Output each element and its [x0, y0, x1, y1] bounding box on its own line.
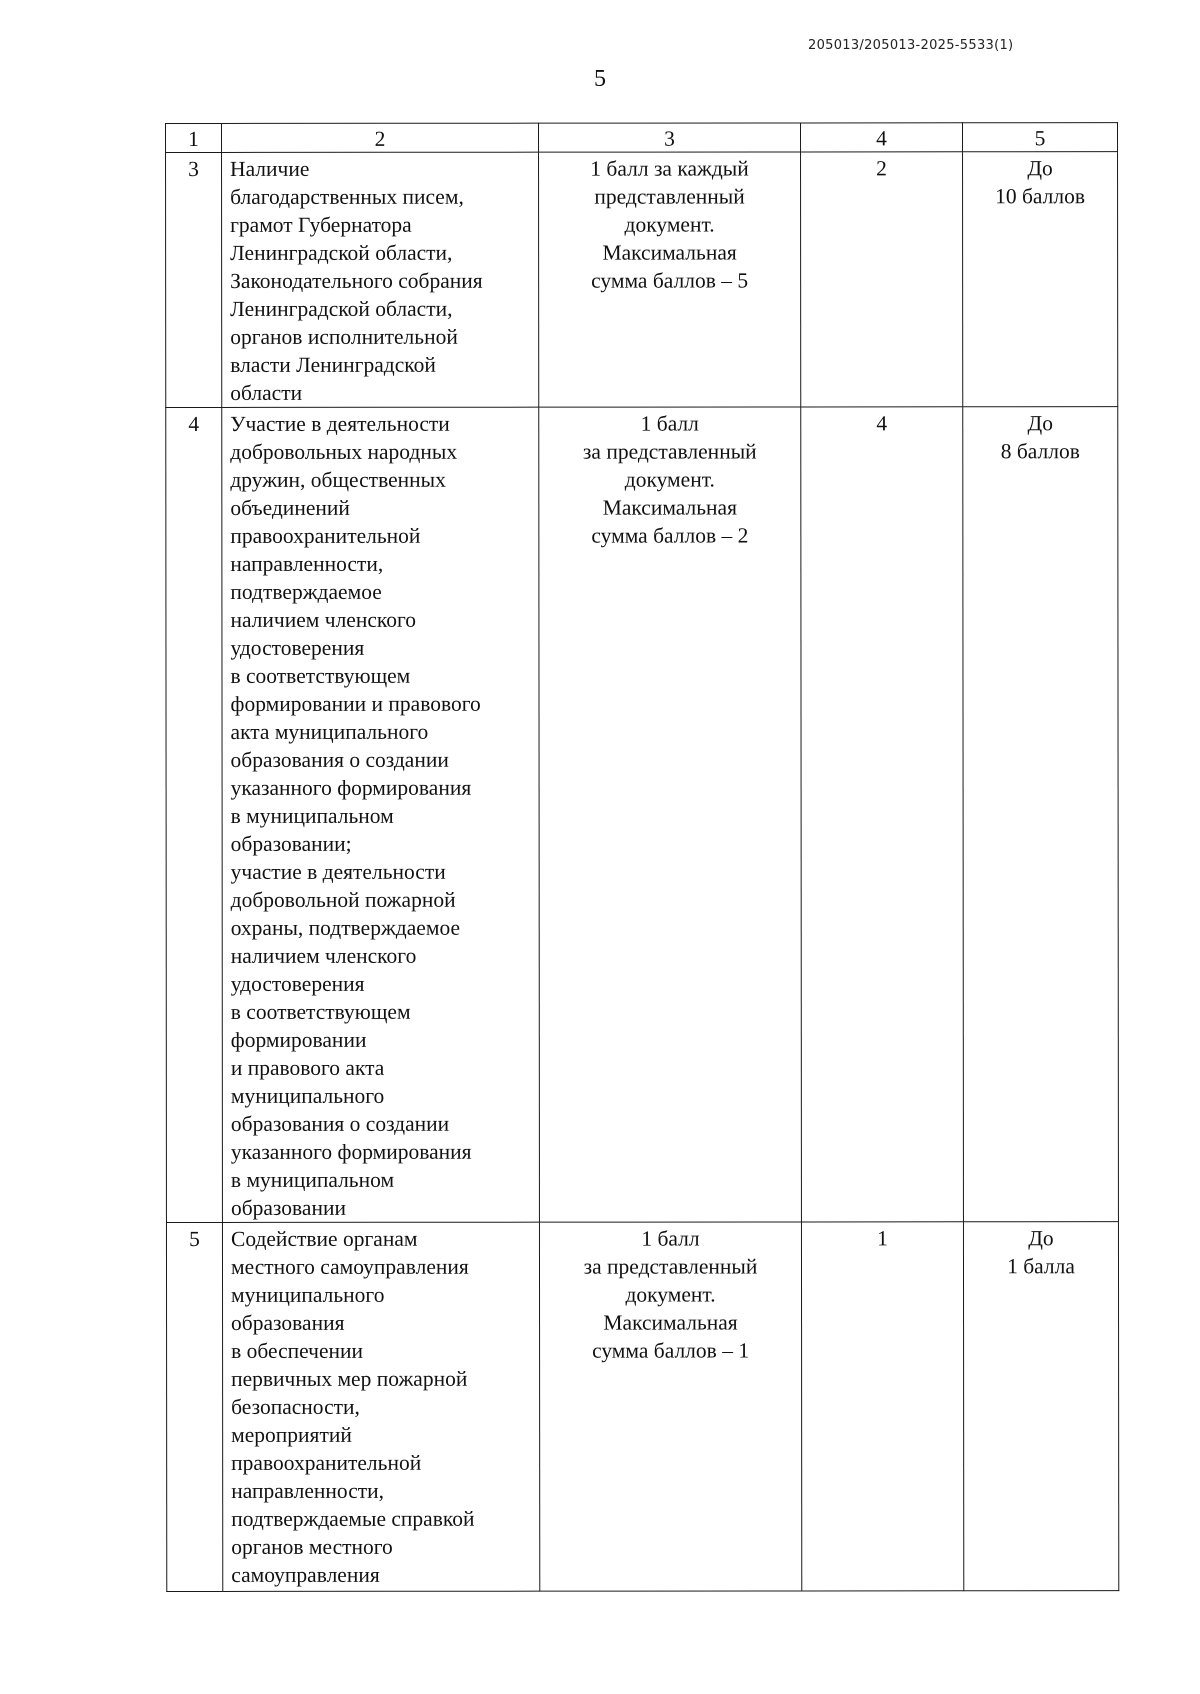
cell-text-line: образования о создании — [230, 1111, 450, 1136]
cell-text-line: формировании — [230, 1027, 367, 1052]
row-number: 5 — [166, 1222, 222, 1591]
cell-text-line: указанного формирования — [230, 775, 472, 800]
cell-text-line: документ. — [624, 212, 715, 237]
criteria-table-container — [165, 122, 1118, 1592]
cell-text-line: удостоверения — [230, 635, 365, 660]
cell-text-line: удостоверения — [230, 971, 365, 996]
scoring-rule — [539, 407, 802, 1222]
max-score: 4 — [801, 407, 964, 1222]
cell-text-line: 1 балл — [641, 1226, 700, 1251]
cell-text-line: Максимальная — [602, 495, 737, 520]
cell-text-line: объединений — [230, 495, 350, 520]
cell-text-line: за представленный — [582, 439, 757, 464]
cell-text-line: 1 балл за каждый — [590, 156, 749, 181]
cell-text-line: наличием членского — [230, 943, 417, 968]
max-score: 1 — [801, 1222, 963, 1591]
cell-text-line: 1 балл — [640, 411, 699, 436]
cell-text-line: благодарственных писем, — [230, 184, 464, 209]
cell-text-line: формировании и правового — [230, 691, 481, 716]
cell-text-line: образовании; — [230, 831, 352, 856]
cell-text-line: образования о создании — [230, 747, 449, 772]
cell-text-line: документ. — [624, 467, 715, 492]
criteria-table — [165, 122, 1119, 1592]
column-number-2: 2 — [222, 123, 539, 152]
cell-text-line: указанного формирования — [230, 1139, 472, 1164]
document-id: 205013/205013-2025-5533(1) — [808, 38, 1014, 53]
cell-text-line: Законодательного собрания — [230, 268, 483, 293]
cell-text-line: Наличие — [230, 156, 310, 181]
cell-text-line: правоохранительной — [230, 523, 421, 548]
column-number-1: 1 — [166, 123, 222, 152]
column-number-5: 5 — [963, 123, 1118, 152]
cell-text-line: Участие в деятельности — [230, 411, 450, 436]
cell-text-line: органов исполнительной — [230, 324, 458, 349]
column-number-4: 4 — [801, 123, 963, 152]
cell-text-line: сумма баллов – 2 — [591, 523, 749, 548]
cell-text-line: добровольной пожарной — [230, 887, 456, 912]
cell-text-line: в муниципальном — [230, 1167, 395, 1192]
max-score: 2 — [801, 152, 963, 407]
cell-text-line: Ленинградской области, — [230, 240, 453, 265]
total-score — [963, 407, 1119, 1222]
cell-text-line: грамот Губернатора — [230, 212, 412, 237]
table-row — [166, 407, 1119, 1223]
cell-text-line: самоуправления — [231, 1562, 380, 1587]
cell-text-line: безопасности, — [231, 1394, 360, 1419]
cell-text-line: Максимальная — [602, 240, 737, 265]
cell-text-line: направленности, — [231, 1478, 385, 1503]
cell-text-line: 8 баллов — [1000, 439, 1080, 464]
cell-text-line: правоохранительной — [231, 1450, 422, 1475]
criterion-description — [222, 407, 540, 1222]
cell-text-line: и правового акта — [230, 1055, 385, 1080]
cell-text-line: мероприятий — [231, 1422, 352, 1447]
cell-text-line: сумма баллов – 1 — [592, 1338, 750, 1363]
cell-text-line: 1 балла — [1007, 1254, 1075, 1279]
cell-text-line: Содействие органам — [230, 1226, 418, 1251]
cell-text-line: дружин, общественных — [230, 467, 446, 492]
total-score — [963, 1222, 1118, 1591]
cell-text-line: в обеспечении — [231, 1338, 364, 1363]
cell-text-line: Ленинградской области, — [230, 296, 453, 321]
cell-text-line: власти Ленинградской — [230, 352, 436, 377]
cell-text-line: 10 баллов — [995, 184, 1086, 209]
cell-text-line: области — [230, 380, 303, 405]
column-number-row — [166, 123, 1118, 153]
cell-text-line: муниципального — [230, 1083, 385, 1108]
scoring-rule — [539, 1222, 801, 1591]
cell-text-line: в муниципальном — [230, 803, 394, 828]
cell-text-line: сумма баллов – 5 — [591, 268, 749, 293]
column-number-3: 3 — [539, 123, 801, 152]
cell-text-line: До — [1027, 411, 1053, 436]
cell-text-line: акта муниципального — [230, 719, 429, 744]
cell-text-line: участие в деятельности — [230, 859, 446, 884]
cell-text-line: органов местного — [231, 1534, 393, 1559]
cell-text-line: охраны, подтверждаемое — [230, 915, 461, 940]
cell-text-line: в соответствующем — [230, 663, 411, 688]
cell-text-line: местного самоуправления — [230, 1254, 469, 1279]
cell-text-line: До — [1028, 1226, 1054, 1251]
page-number: 5 — [594, 66, 606, 92]
row-number: 3 — [166, 152, 222, 407]
table-row — [166, 152, 1118, 408]
row-number: 4 — [166, 407, 223, 1222]
cell-text-line: До — [1027, 156, 1053, 181]
cell-text-line: наличием членского — [230, 607, 417, 632]
cell-text-line: образования — [231, 1310, 345, 1335]
cell-text-line: за представленный — [583, 1254, 758, 1279]
cell-text-line: Максимальная — [603, 1310, 738, 1335]
scoring-rule — [539, 152, 801, 407]
cell-text-line: первичных мер пожарной — [231, 1366, 468, 1391]
cell-text-line: добровольных народных — [230, 439, 458, 464]
table-row — [166, 1222, 1118, 1592]
criterion-description — [222, 1222, 539, 1591]
total-score — [963, 152, 1118, 407]
cell-text-line: подтверждаемое — [230, 579, 382, 604]
cell-text-line: муниципального — [231, 1282, 385, 1307]
criterion-description — [222, 152, 539, 407]
cell-text-line: подтверждаемые справкой — [231, 1506, 475, 1531]
cell-text-line: представленный — [594, 184, 745, 209]
cell-text-line: направленности, — [230, 551, 384, 576]
cell-text-line: образовании — [230, 1195, 346, 1220]
cell-text-line: в соответствующем — [230, 999, 411, 1024]
cell-text-line: документ. — [625, 1282, 716, 1307]
